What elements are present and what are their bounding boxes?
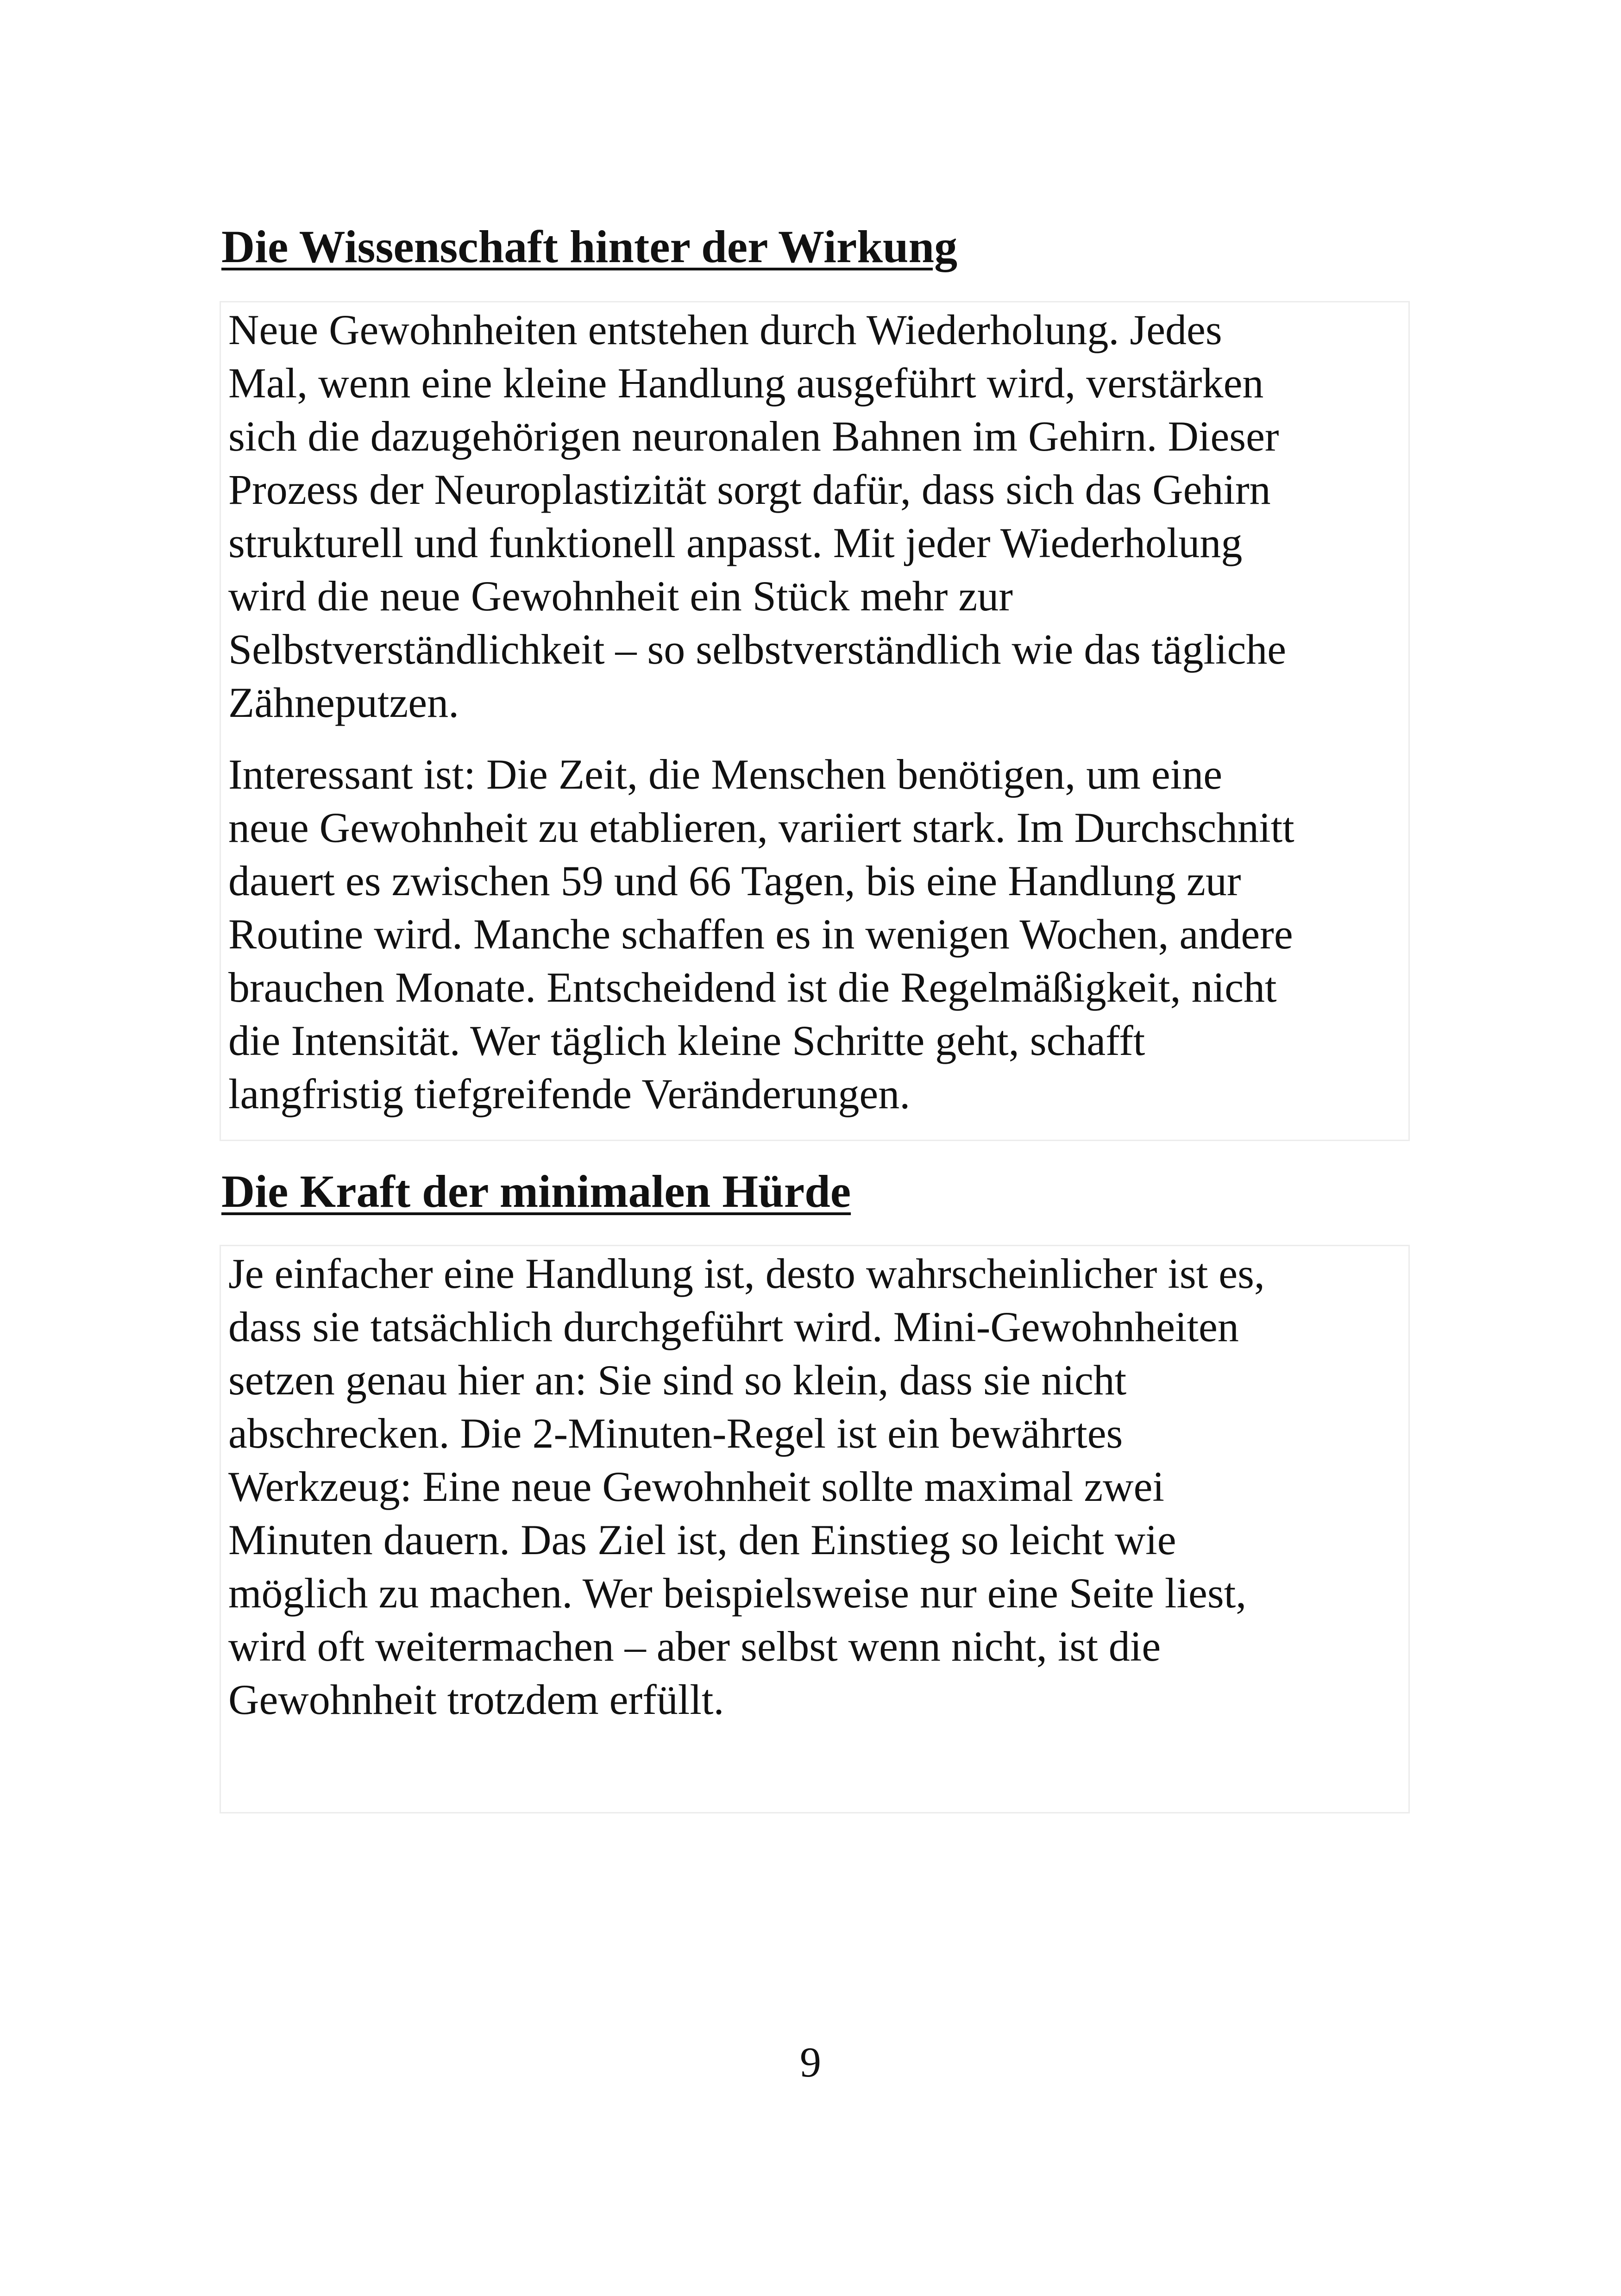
- paragraph: [228, 748, 1408, 1121]
- text-line: strukturell und funktionell anpasst. Mit jeder Wiederholung: [228, 519, 1243, 566]
- text-line: Mal, wenn eine kleine Handlung ausgeführt wird, verstärken: [228, 359, 1264, 407]
- text-line: Je einfacher eine Handlung ist, desto wahrscheinlicher ist es,: [228, 1250, 1265, 1297]
- text-line: möglich zu machen. Wer beispielsweise nur eine Seite liest,: [228, 1569, 1247, 1617]
- text-line: Zähneputzen.: [228, 679, 459, 726]
- section-heading-minimale-huerde: Die Kraft der minimalen Hürde: [221, 1166, 851, 1217]
- text-line: Interessant ist: Die Zeit, die Menschen benötigen, um eine: [228, 751, 1223, 798]
- text-line: Neue Gewohnheiten entstehen durch Wiederholung. Jedes: [228, 306, 1222, 353]
- text-line: setzen genau hier an: Sie sind so klein, dass sie nicht: [228, 1356, 1127, 1404]
- text-line: Routine wird. Manche schaffen es in wenigen Wochen, andere: [228, 910, 1293, 958]
- text-line: wird die neue Gewohnheit ein Stück mehr zur: [228, 572, 1013, 620]
- text-line: Gewohnheit trotzdem erfüllt.: [228, 1676, 724, 1723]
- text-line: sich die dazugehörigen neuronalen Bahnen im Gehirn. Dieser: [228, 413, 1279, 460]
- text-line: Werkzeug: Eine neue Gewohnheit sollte maximal zwei: [228, 1463, 1164, 1510]
- text-line: Minuten dauern. Das Ziel ist, den Einstieg so leicht wie: [228, 1516, 1176, 1563]
- text-line: wird oft weitermachen – aber selbst wenn nicht, ist die: [228, 1623, 1161, 1670]
- paragraph: [228, 303, 1408, 729]
- section-heading-wissenschaft: Die Wissenschaft hinter der Wirkung: [221, 221, 958, 272]
- text-line: dass sie tatsächlich durchgeführt wird. Mini-Gewohnheiten: [228, 1303, 1239, 1350]
- text-line: die Intensität. Wer täglich kleine Schritte geht, schafft: [228, 1017, 1145, 1064]
- text-line: Prozess der Neuroplastizität sorgt dafür, dass sich das Gehirn: [228, 466, 1271, 513]
- text-box-wissenschaft: [220, 301, 1410, 1141]
- text-line: neue Gewohnheit zu etablieren, variiert stark. Im Durchschnitt: [228, 804, 1294, 851]
- text-box-minimale-huerde: [220, 1245, 1410, 1813]
- text-line: abschrecken. Die 2-Minuten-Regel ist ein bewährtes: [228, 1410, 1123, 1457]
- page-number: 9: [800, 2039, 821, 2086]
- text-line: Selbstverständlichkeit – so selbstverständlich wie das tägliche: [228, 626, 1287, 673]
- text-line: brauchen Monate. Entscheidend ist die Regelmäßigkeit, nicht: [228, 964, 1277, 1011]
- paragraph: [228, 1247, 1408, 1726]
- text-line: langfristig tiefgreifende Veränderungen.: [228, 1070, 911, 1117]
- text-line: dauert es zwischen 59 und 66 Tagen, bis eine Handlung zur: [228, 857, 1241, 904]
